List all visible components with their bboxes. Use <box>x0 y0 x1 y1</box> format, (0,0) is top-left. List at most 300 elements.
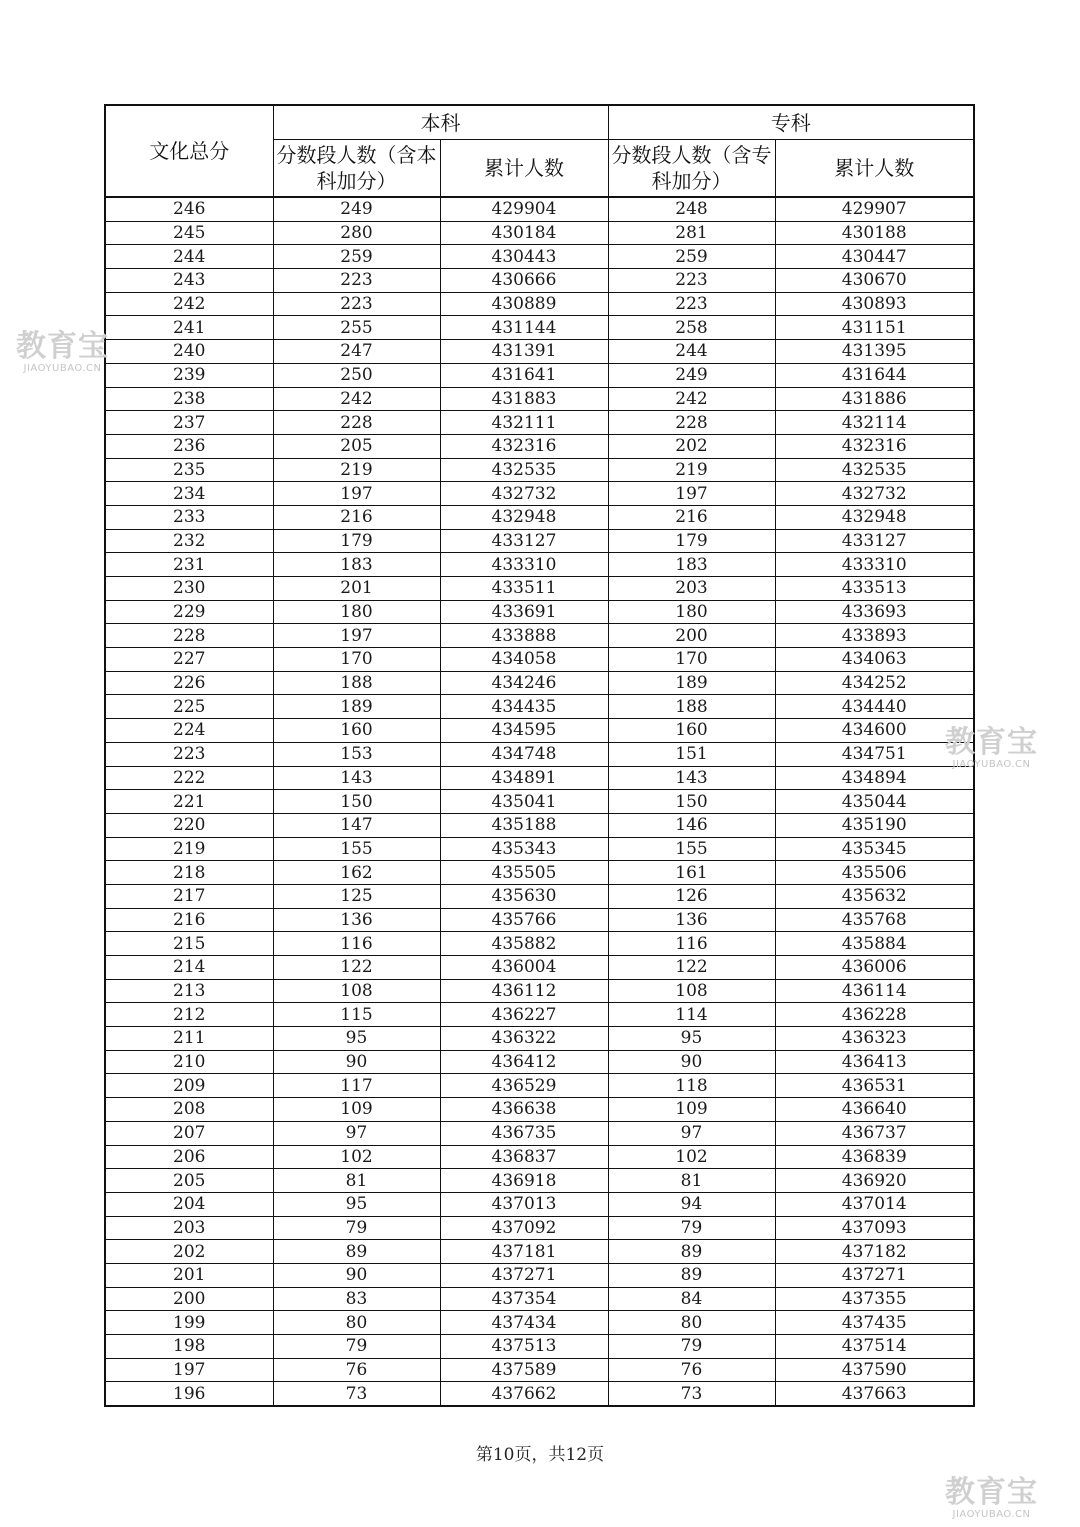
cell-zhuanke-segment: 242 <box>608 387 775 411</box>
cell-benke-segment: 197 <box>273 624 440 648</box>
cell-zhuanke-cumulative: 430893 <box>775 292 974 316</box>
cell-score: 205 <box>105 1169 273 1193</box>
watermark-logo-text: 教育宝 <box>16 329 109 364</box>
cell-zhuanke-segment: 109 <box>608 1098 775 1122</box>
cell-zhuanke-cumulative: 437182 <box>775 1240 974 1264</box>
cell-benke-cumulative: 436322 <box>440 1027 608 1051</box>
col-header-zhuanke-cumulative: 累计人数 <box>775 140 974 198</box>
cell-benke-cumulative: 437662 <box>440 1382 608 1406</box>
cell-zhuanke-segment: 216 <box>608 505 775 529</box>
cell-benke-cumulative: 430889 <box>440 292 608 316</box>
cell-zhuanke-cumulative: 435632 <box>775 884 974 908</box>
table-row <box>105 340 974 364</box>
table-row <box>105 269 974 293</box>
cell-benke-segment: 80 <box>273 1311 440 1335</box>
cell-benke-segment: 179 <box>273 529 440 553</box>
cell-benke-cumulative: 437434 <box>440 1311 608 1335</box>
cell-zhuanke-segment: 126 <box>608 884 775 908</box>
cell-zhuanke-cumulative: 433513 <box>775 577 974 601</box>
cell-zhuanke-segment: 219 <box>608 458 775 482</box>
cell-benke-segment: 205 <box>273 434 440 458</box>
cell-score: 236 <box>105 434 273 458</box>
cell-benke-segment: 76 <box>273 1358 440 1382</box>
cell-zhuanke-segment: 161 <box>608 861 775 885</box>
table-row <box>105 577 974 601</box>
cell-zhuanke-cumulative: 437271 <box>775 1263 974 1287</box>
col-header-score: 文化总分 <box>105 105 273 197</box>
cell-score: 234 <box>105 482 273 506</box>
cell-zhuanke-segment: 244 <box>608 340 775 364</box>
cell-zhuanke-segment: 183 <box>608 553 775 577</box>
cell-zhuanke-cumulative: 436114 <box>775 979 974 1003</box>
cell-benke-cumulative: 433310 <box>440 553 608 577</box>
table-row <box>105 695 974 719</box>
cell-benke-cumulative: 432111 <box>440 411 608 435</box>
cell-zhuanke-segment: 81 <box>608 1169 775 1193</box>
cell-benke-cumulative: 434058 <box>440 648 608 672</box>
cell-zhuanke-cumulative: 434600 <box>775 719 974 743</box>
cell-zhuanke-cumulative: 435768 <box>775 908 974 932</box>
cell-zhuanke-cumulative: 436006 <box>775 956 974 980</box>
cell-zhuanke-segment: 102 <box>608 1145 775 1169</box>
table-row <box>105 979 974 1003</box>
cell-benke-segment: 125 <box>273 884 440 908</box>
cell-zhuanke-segment: 180 <box>608 600 775 624</box>
cell-zhuanke-segment: 80 <box>608 1311 775 1335</box>
cell-benke-cumulative: 437589 <box>440 1358 608 1382</box>
table-row <box>105 553 974 577</box>
cell-benke-segment: 180 <box>273 600 440 624</box>
cell-benke-segment: 83 <box>273 1287 440 1311</box>
col-header-zhuanke-segment: 分数段人数（含专科加分） <box>608 140 775 198</box>
cell-benke-cumulative: 436112 <box>440 979 608 1003</box>
cell-benke-segment: 79 <box>273 1216 440 1240</box>
cell-score: 220 <box>105 813 273 837</box>
cell-zhuanke-cumulative: 434751 <box>775 742 974 766</box>
cell-zhuanke-segment: 259 <box>608 245 775 269</box>
table-row <box>105 742 974 766</box>
cell-score: 203 <box>105 1216 273 1240</box>
table-row <box>105 221 974 245</box>
cell-score: 241 <box>105 316 273 340</box>
table-body <box>105 197 974 1406</box>
cell-zhuanke-segment: 95 <box>608 1027 775 1051</box>
cell-benke-cumulative: 436837 <box>440 1145 608 1169</box>
cell-benke-cumulative: 437354 <box>440 1287 608 1311</box>
cell-zhuanke-segment: 118 <box>608 1074 775 1098</box>
cell-zhuanke-segment: 258 <box>608 316 775 340</box>
cell-zhuanke-cumulative: 429907 <box>775 197 974 221</box>
table-row <box>105 1263 974 1287</box>
cell-zhuanke-segment: 170 <box>608 648 775 672</box>
cell-benke-cumulative: 431391 <box>440 340 608 364</box>
cell-benke-segment: 150 <box>273 790 440 814</box>
cell-zhuanke-cumulative: 436323 <box>775 1027 974 1051</box>
cell-benke-cumulative: 433127 <box>440 529 608 553</box>
cell-zhuanke-cumulative: 435345 <box>775 837 974 861</box>
cell-zhuanke-cumulative: 437093 <box>775 1216 974 1240</box>
cell-zhuanke-cumulative: 432732 <box>775 482 974 506</box>
cell-benke-cumulative: 437092 <box>440 1216 608 1240</box>
cell-score: 219 <box>105 837 273 861</box>
cell-zhuanke-segment: 116 <box>608 932 775 956</box>
cell-benke-cumulative: 435766 <box>440 908 608 932</box>
table-row <box>105 1335 974 1359</box>
cell-zhuanke-cumulative: 437590 <box>775 1358 974 1382</box>
cell-benke-segment: 102 <box>273 1145 440 1169</box>
table-row <box>105 363 974 387</box>
cell-benke-segment: 223 <box>273 292 440 316</box>
col-group-zhuanke: 专科 <box>608 105 974 140</box>
cell-zhuanke-cumulative: 431886 <box>775 387 974 411</box>
cell-zhuanke-cumulative: 434440 <box>775 695 974 719</box>
cell-score: 222 <box>105 766 273 790</box>
cell-benke-segment: 259 <box>273 245 440 269</box>
cell-score: 209 <box>105 1074 273 1098</box>
cell-zhuanke-segment: 150 <box>608 790 775 814</box>
cell-benke-segment: 189 <box>273 695 440 719</box>
table-row <box>105 1358 974 1382</box>
table-row <box>105 434 974 458</box>
cell-score: 227 <box>105 648 273 672</box>
page-footer: 第10页，共12页 <box>475 1445 605 1465</box>
cell-score: 207 <box>105 1121 273 1145</box>
table-row <box>105 1050 974 1074</box>
cell-benke-segment: 216 <box>273 505 440 529</box>
cell-zhuanke-segment: 143 <box>608 766 775 790</box>
table-row <box>105 316 974 340</box>
cell-zhuanke-cumulative: 437663 <box>775 1382 974 1406</box>
cell-zhuanke-segment: 223 <box>608 292 775 316</box>
cell-score: 237 <box>105 411 273 435</box>
watermark-logo <box>16 329 109 374</box>
cell-score: 213 <box>105 979 273 1003</box>
cell-zhuanke-segment: 228 <box>608 411 775 435</box>
cell-zhuanke-segment: 79 <box>608 1335 775 1359</box>
cell-benke-cumulative: 430184 <box>440 221 608 245</box>
cell-score: 211 <box>105 1027 273 1051</box>
table-row <box>105 292 974 316</box>
cell-benke-segment: 147 <box>273 813 440 837</box>
watermark-url-text: JIAOYUBAO.CN <box>952 1509 1031 1520</box>
table-row <box>105 1145 974 1169</box>
cell-zhuanke-segment: 155 <box>608 837 775 861</box>
watermark-logo <box>945 725 1038 770</box>
cell-zhuanke-cumulative: 431151 <box>775 316 974 340</box>
cell-score: 242 <box>105 292 273 316</box>
cell-zhuanke-cumulative: 434894 <box>775 766 974 790</box>
col-header-benke-segment: 分数段人数（含本科加分） <box>273 140 440 198</box>
cell-zhuanke-segment: 79 <box>608 1216 775 1240</box>
cell-zhuanke-cumulative: 432535 <box>775 458 974 482</box>
table-row <box>105 624 974 648</box>
cell-zhuanke-segment: 114 <box>608 1003 775 1027</box>
cell-benke-cumulative: 434595 <box>440 719 608 743</box>
cell-zhuanke-cumulative: 436737 <box>775 1121 974 1145</box>
cell-zhuanke-segment: 97 <box>608 1121 775 1145</box>
cell-benke-cumulative: 434246 <box>440 671 608 695</box>
table-header <box>105 105 974 197</box>
table-row <box>105 813 974 837</box>
cell-score: 233 <box>105 505 273 529</box>
cell-score: 243 <box>105 269 273 293</box>
cell-benke-cumulative: 436918 <box>440 1169 608 1193</box>
cell-score: 246 <box>105 197 273 221</box>
cell-zhuanke-segment: 122 <box>608 956 775 980</box>
cell-benke-segment: 143 <box>273 766 440 790</box>
table-row <box>105 1192 974 1216</box>
cell-benke-segment: 155 <box>273 837 440 861</box>
cell-zhuanke-cumulative: 430670 <box>775 269 974 293</box>
cell-zhuanke-segment: 84 <box>608 1287 775 1311</box>
cell-score: 216 <box>105 908 273 932</box>
cell-benke-segment: 73 <box>273 1382 440 1406</box>
cell-zhuanke-segment: 89 <box>608 1263 775 1287</box>
cell-zhuanke-cumulative: 437355 <box>775 1287 974 1311</box>
table-row <box>105 719 974 743</box>
cell-benke-segment: 115 <box>273 1003 440 1027</box>
cell-zhuanke-cumulative: 432316 <box>775 434 974 458</box>
cell-zhuanke-cumulative: 434063 <box>775 648 974 672</box>
cell-benke-segment: 162 <box>273 861 440 885</box>
cell-zhuanke-cumulative: 436228 <box>775 1003 974 1027</box>
table-row <box>105 1240 974 1264</box>
cell-zhuanke-segment: 179 <box>608 529 775 553</box>
col-header-benke-cumulative: 累计人数 <box>440 140 608 198</box>
cell-zhuanke-cumulative: 436531 <box>775 1074 974 1098</box>
cell-benke-segment: 188 <box>273 671 440 695</box>
cell-zhuanke-segment: 197 <box>608 482 775 506</box>
watermark-logo <box>945 1475 1038 1520</box>
cell-benke-segment: 247 <box>273 340 440 364</box>
cell-benke-cumulative: 433888 <box>440 624 608 648</box>
cell-score: 226 <box>105 671 273 695</box>
cell-benke-cumulative: 436735 <box>440 1121 608 1145</box>
cell-score: 232 <box>105 529 273 553</box>
cell-benke-cumulative: 432948 <box>440 505 608 529</box>
cell-zhuanke-cumulative: 437014 <box>775 1192 974 1216</box>
cell-zhuanke-cumulative: 435884 <box>775 932 974 956</box>
cell-benke-cumulative: 437013 <box>440 1192 608 1216</box>
cell-zhuanke-cumulative: 436640 <box>775 1098 974 1122</box>
cell-benke-segment: 228 <box>273 411 440 435</box>
cell-score: 230 <box>105 577 273 601</box>
table-row <box>105 387 974 411</box>
table-row <box>105 1169 974 1193</box>
cell-score: 224 <box>105 719 273 743</box>
cell-benke-segment: 79 <box>273 1335 440 1359</box>
cell-zhuanke-segment: 136 <box>608 908 775 932</box>
cell-zhuanke-segment: 73 <box>608 1382 775 1406</box>
cell-score: 206 <box>105 1145 273 1169</box>
table-row <box>105 884 974 908</box>
cell-benke-segment: 255 <box>273 316 440 340</box>
cell-score: 240 <box>105 340 273 364</box>
cell-zhuanke-cumulative: 436920 <box>775 1169 974 1193</box>
cell-benke-cumulative: 435505 <box>440 861 608 885</box>
watermark-logo-text: 教育宝 <box>945 1475 1038 1510</box>
table-row <box>105 1027 974 1051</box>
cell-benke-cumulative: 437513 <box>440 1335 608 1359</box>
cell-benke-segment: 242 <box>273 387 440 411</box>
watermark-url-text: JIAOYUBAO.CN <box>952 759 1031 770</box>
cell-benke-cumulative: 431883 <box>440 387 608 411</box>
cell-benke-cumulative: 434748 <box>440 742 608 766</box>
cell-score: 239 <box>105 363 273 387</box>
table-row <box>105 908 974 932</box>
table-row <box>105 482 974 506</box>
cell-zhuanke-segment: 90 <box>608 1050 775 1074</box>
cell-benke-segment: 108 <box>273 979 440 1003</box>
cell-zhuanke-cumulative: 437435 <box>775 1311 974 1335</box>
table-row <box>105 411 974 435</box>
table-row <box>105 1074 974 1098</box>
cell-score: 214 <box>105 956 273 980</box>
cell-benke-segment: 249 <box>273 197 440 221</box>
cell-benke-cumulative: 434891 <box>440 766 608 790</box>
table-row <box>105 837 974 861</box>
cell-score: 245 <box>105 221 273 245</box>
cell-benke-cumulative: 434435 <box>440 695 608 719</box>
cell-zhuanke-segment: 202 <box>608 434 775 458</box>
cell-zhuanke-cumulative: 433310 <box>775 553 974 577</box>
cell-zhuanke-cumulative: 430447 <box>775 245 974 269</box>
cell-benke-segment: 116 <box>273 932 440 956</box>
cell-score: 210 <box>105 1050 273 1074</box>
cell-zhuanke-segment: 146 <box>608 813 775 837</box>
cell-benke-segment: 280 <box>273 221 440 245</box>
cell-benke-cumulative: 433691 <box>440 600 608 624</box>
cell-benke-cumulative: 430443 <box>440 245 608 269</box>
table-row <box>105 458 974 482</box>
table-row <box>105 956 974 980</box>
cell-benke-cumulative: 435630 <box>440 884 608 908</box>
cell-benke-cumulative: 432732 <box>440 482 608 506</box>
cell-benke-segment: 183 <box>273 553 440 577</box>
table-row <box>105 505 974 529</box>
cell-benke-cumulative: 437271 <box>440 1263 608 1287</box>
cell-benke-segment: 95 <box>273 1027 440 1051</box>
cell-benke-cumulative: 436227 <box>440 1003 608 1027</box>
cell-score: 244 <box>105 245 273 269</box>
table-row <box>105 932 974 956</box>
cell-benke-cumulative: 436004 <box>440 956 608 980</box>
cell-zhuanke-cumulative: 433893 <box>775 624 974 648</box>
cell-score: 208 <box>105 1098 273 1122</box>
cell-zhuanke-cumulative: 430188 <box>775 221 974 245</box>
table-row <box>105 1287 974 1311</box>
cell-zhuanke-segment: 89 <box>608 1240 775 1264</box>
cell-benke-segment: 160 <box>273 719 440 743</box>
cell-benke-cumulative: 432535 <box>440 458 608 482</box>
score-table <box>104 104 975 1407</box>
cell-zhuanke-segment: 248 <box>608 197 775 221</box>
cell-benke-cumulative: 435882 <box>440 932 608 956</box>
cell-score: 217 <box>105 884 273 908</box>
cell-zhuanke-segment: 108 <box>608 979 775 1003</box>
cell-zhuanke-cumulative: 435190 <box>775 813 974 837</box>
watermark-logo-text: 教育宝 <box>945 725 1038 760</box>
cell-benke-segment: 81 <box>273 1169 440 1193</box>
cell-benke-segment: 90 <box>273 1050 440 1074</box>
cell-zhuanke-segment: 94 <box>608 1192 775 1216</box>
table-row <box>105 197 974 221</box>
cell-score: 196 <box>105 1382 273 1406</box>
cell-zhuanke-segment: 189 <box>608 671 775 695</box>
cell-benke-segment: 89 <box>273 1240 440 1264</box>
cell-score: 198 <box>105 1335 273 1359</box>
cell-benke-cumulative: 431641 <box>440 363 608 387</box>
cell-benke-cumulative: 429904 <box>440 197 608 221</box>
cell-zhuanke-cumulative: 433693 <box>775 600 974 624</box>
cell-zhuanke-cumulative: 435044 <box>775 790 974 814</box>
cell-zhuanke-cumulative: 431395 <box>775 340 974 364</box>
cell-zhuanke-segment: 281 <box>608 221 775 245</box>
cell-score: 228 <box>105 624 273 648</box>
cell-benke-segment: 97 <box>273 1121 440 1145</box>
table-row <box>105 790 974 814</box>
cell-benke-cumulative: 431144 <box>440 316 608 340</box>
table-row <box>105 671 974 695</box>
table-row <box>105 1311 974 1335</box>
cell-score: 218 <box>105 861 273 885</box>
cell-zhuanke-segment: 188 <box>608 695 775 719</box>
cell-zhuanke-segment: 151 <box>608 742 775 766</box>
cell-score: 204 <box>105 1192 273 1216</box>
cell-benke-segment: 153 <box>273 742 440 766</box>
cell-benke-segment: 219 <box>273 458 440 482</box>
table-row <box>105 766 974 790</box>
cell-benke-cumulative: 433511 <box>440 577 608 601</box>
cell-benke-segment: 136 <box>273 908 440 932</box>
cell-benke-cumulative: 435343 <box>440 837 608 861</box>
cell-benke-segment: 109 <box>273 1098 440 1122</box>
cell-zhuanke-cumulative: 431644 <box>775 363 974 387</box>
cell-zhuanke-cumulative: 434252 <box>775 671 974 695</box>
cell-benke-segment: 95 <box>273 1192 440 1216</box>
cell-zhuanke-segment: 76 <box>608 1358 775 1382</box>
cell-benke-segment: 122 <box>273 956 440 980</box>
table-row <box>105 600 974 624</box>
cell-zhuanke-cumulative: 432114 <box>775 411 974 435</box>
cell-zhuanke-cumulative: 436839 <box>775 1145 974 1169</box>
cell-score: 221 <box>105 790 273 814</box>
table-row <box>105 1003 974 1027</box>
cell-benke-segment: 117 <box>273 1074 440 1098</box>
watermark-url-text: JIAOYUBAO.CN <box>23 363 102 374</box>
table-row <box>105 1098 974 1122</box>
cell-zhuanke-segment: 203 <box>608 577 775 601</box>
cell-score: 225 <box>105 695 273 719</box>
table-row <box>105 861 974 885</box>
cell-zhuanke-segment: 223 <box>608 269 775 293</box>
cell-score: 199 <box>105 1311 273 1335</box>
cell-zhuanke-cumulative: 435506 <box>775 861 974 885</box>
table-row <box>105 529 974 553</box>
col-group-benke: 本科 <box>273 105 608 140</box>
cell-benke-cumulative: 436412 <box>440 1050 608 1074</box>
cell-benke-cumulative: 437181 <box>440 1240 608 1264</box>
cell-benke-cumulative: 436638 <box>440 1098 608 1122</box>
cell-score: 215 <box>105 932 273 956</box>
cell-benke-segment: 90 <box>273 1263 440 1287</box>
cell-benke-segment: 223 <box>273 269 440 293</box>
cell-score: 197 <box>105 1358 273 1382</box>
cell-benke-segment: 201 <box>273 577 440 601</box>
cell-benke-segment: 197 <box>273 482 440 506</box>
cell-score: 212 <box>105 1003 273 1027</box>
cell-score: 202 <box>105 1240 273 1264</box>
